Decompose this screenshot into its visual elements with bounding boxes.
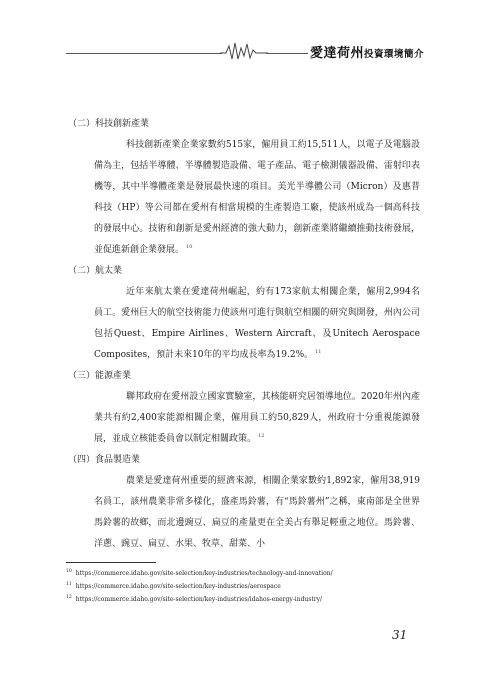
- paragraph-text: 農業是愛達荷州重要的經濟來源，相關企業家數約1,892家，僱用38,919名員工，該州農業非常多樣化，盛產馬鈴薯，有“馬鈴薯州”之稱，東南部是全世界馬鈴薯的故鄉，而北邊豌豆、扁豆的產量更在全美占有舉足輕重之地位。馬鈴薯、洋蔥、豌豆、扁豆、水果、牧草、甜菜、小: [94, 476, 420, 549]
- section-heading: （三）能源產業: [68, 371, 132, 381]
- footnote-number: 11: [66, 582, 72, 587]
- footnote-rule: [66, 562, 156, 563]
- heartbeat-wave-icon: [220, 40, 268, 62]
- header-rule-right: [266, 53, 308, 54]
- footnote-link[interactable]: https://commerce.idaho.gov/site-selection/key-industries/aerospace: [75, 583, 281, 590]
- footnote-number: 12: [66, 595, 72, 600]
- section-paragraph: [94, 135, 420, 261]
- paragraph-text: 聯邦政府在愛州設立國家實驗室，其核能研究居領導地位。2020年州內產業共有約2,400家能源相關企業，僱用員工約50,829人，州政府十分重視能源發展，並成立核能委員會以制定相關政策。: [94, 392, 420, 444]
- section-heading: （二）科技創新產業: [68, 119, 150, 129]
- header-title-sub: 投資環境簡介: [364, 49, 425, 60]
- body-text: [68, 114, 420, 555]
- footnote-ref: 12: [258, 433, 265, 439]
- footnote-ref: 11: [315, 349, 322, 355]
- running-header-title: [310, 42, 424, 61]
- section: [68, 261, 420, 366]
- footnote-number: 10: [66, 569, 72, 574]
- header-rule-left: [66, 53, 222, 54]
- footnotes: [66, 566, 426, 605]
- section-heading: （二）航太業: [68, 266, 123, 276]
- section-heading: （四）食品製造業: [68, 455, 141, 465]
- footnote-ref: 10: [186, 244, 193, 250]
- paragraph-text: 科技創新產業企業家數約515家，僱用員工約15,511人，以電子及電腦設備為主，包括半導體、半導體製造設備、電子產品、電子檢測儀器設備、雷射印表機等，其中半導體產業是發展最快速的項目。美光半導體公司（Micron）及惠普科技（HP）等公司都在愛州有相當規模的生產製造工廠，使該州成為一個高科技的發展中心。技術和創新是愛州經濟的強大動力，創新產業將繼續推動技術發展，並促進新創企業發展。: [94, 140, 420, 255]
- footnote: [66, 579, 426, 592]
- page-number: 31: [392, 628, 408, 642]
- section: [68, 114, 420, 261]
- section-paragraph: [94, 282, 420, 366]
- footnote: [66, 592, 426, 605]
- section: [68, 366, 420, 450]
- footnote: [66, 566, 426, 579]
- header-title-main: 愛達荷州: [310, 46, 365, 61]
- footnote-link[interactable]: https://commerce.idaho.gov/site-selection/key-industries/idahos-energy-industry/: [75, 596, 323, 603]
- paragraph-text: 近年來航太業在愛達荷州崛起，約有173家航太相關企業，僱用2,994名員工。愛州巨大的航空技術能力使該州可進行與航空相關的研究與開發，州內公司包括Quest、Empire Airlines、Western Aircraft、及Unitech Aerospace Composites，預計未來10年的平均成長率為19.2%。: [94, 287, 420, 360]
- section-paragraph: [94, 387, 420, 450]
- section: [68, 450, 420, 555]
- footnote-link[interactable]: https://commerce.idaho.gov/site-selection/key-industries/technology-and-innovation/: [75, 570, 333, 577]
- section-paragraph: [94, 471, 420, 555]
